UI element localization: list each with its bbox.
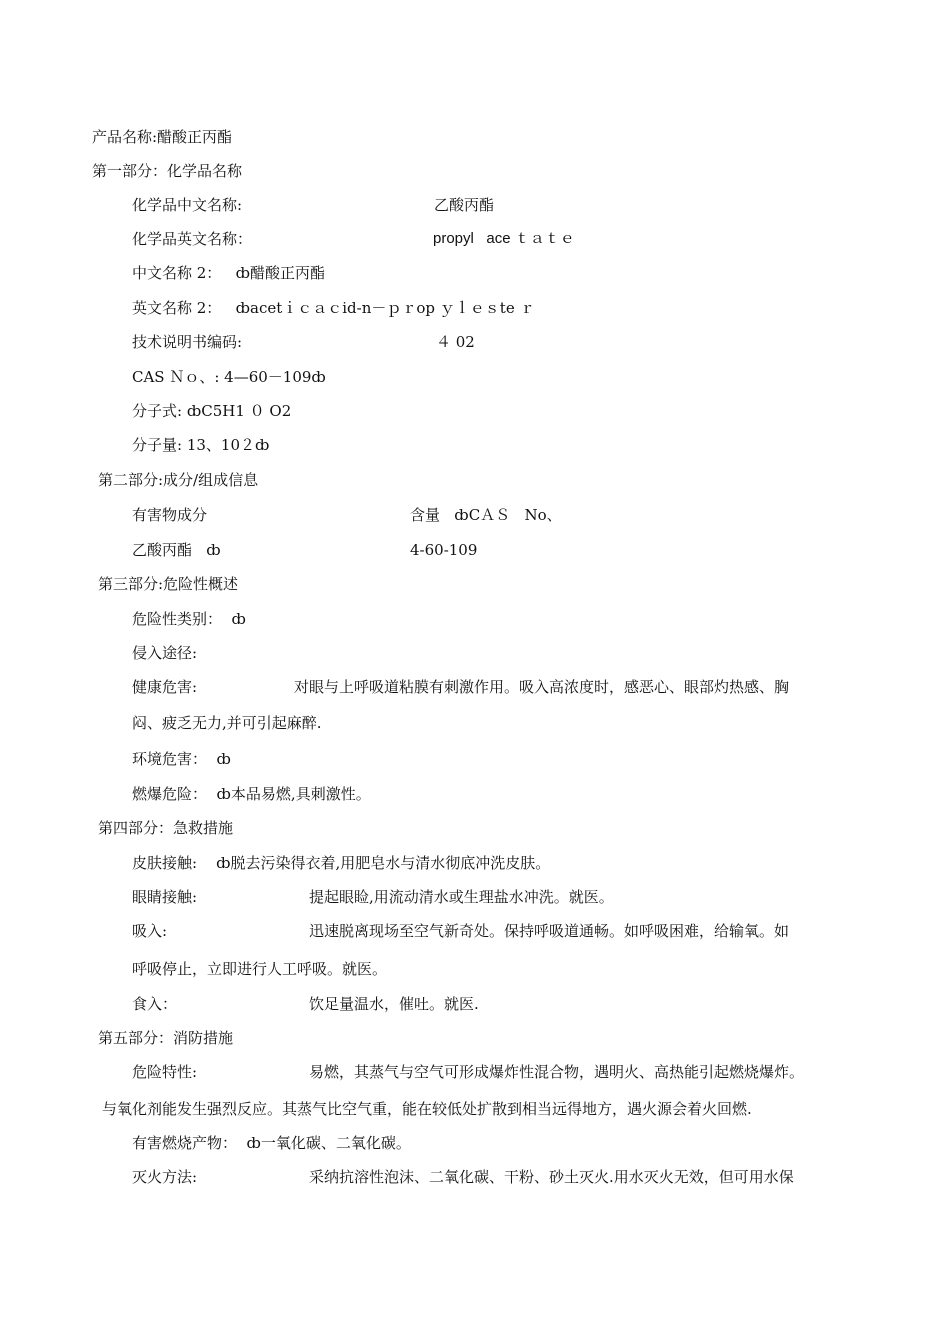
danger-property-text: 易燃，其蒸气与空气可形成爆炸性混合物，遇明火、高热能引起燃烧爆炸。 [309, 1063, 805, 1081]
component-cas: 4-60-109 [410, 541, 478, 559]
ingestion-label: 食入： [132, 995, 178, 1013]
health-hazard-text-cont: 闷、疲乏无力,并可引起麻醉. [132, 714, 322, 732]
explosion-hazard: 燃爆危险： ȸ本品易燃,具刺激性。 [132, 785, 371, 803]
health-hazard-text: 对眼与上呼吸道粘膜有刺激作用。吸入高浓度时，感恶心、眼部灼热感、胸 [294, 678, 790, 696]
section4-heading: 第四部分：急救措施 [98, 819, 234, 837]
inhalation-text-cont: 呼吸停止，立即进行人工呼吸。就医。 [132, 960, 388, 978]
env-hazard: 环境危害： ȸ [132, 750, 231, 768]
combustion-products: 有害燃烧产物： ȸ一氧化碳、二氧化碳。 [132, 1134, 411, 1152]
ingestion-text: 饮足量温水，催吐。就医. [309, 995, 479, 1013]
hazard-class: 危险性类别： ȸ [132, 610, 246, 628]
section3-heading: 第三部分:危险性概述 [98, 575, 239, 593]
en-name-2: 英文名称 2： ȸacetｉｃａｃid-n－ｐｒop ｙｌｅｓte ｒ [132, 299, 535, 317]
extinguish-label: 灭火方法: [132, 1168, 198, 1186]
extinguish-text: 采纳抗溶性泡沫、二氧化碳、干粉、砂土灭火.用水灭火无效，但可用水保 [309, 1168, 794, 1186]
spec-value: ４ 02 [436, 333, 475, 351]
cn-name-label: 化学品中文名称: [132, 196, 243, 214]
health-hazard-label: 健康危害: [132, 678, 198, 696]
danger-property-text-cont: 与氧化剂能发生强烈反应。其蒸气比空气重，能在较低处扩散到相当远得地方，遇火源会着火回燃. [102, 1100, 752, 1118]
cas-number: CAS Ｎｏ、: 4—60－109ȸ [132, 368, 326, 386]
molecular-formula: 分子式: ȸC5H1 ０ O2 [132, 402, 292, 420]
en-name-label: 化学品英文名称： [132, 230, 253, 248]
cn-name-2: 中文名称 2： ȸ醋酸正丙酯 [132, 264, 326, 282]
section1-heading: 第一部分：化学品名称 [92, 162, 243, 180]
product-name: 产品名称:醋酸正丙酯 [92, 128, 233, 146]
cn-name-value: 乙酸丙酯 [434, 196, 495, 214]
content-cas-col-header: 含量 ȸCＡＳ No、 [410, 506, 562, 524]
molecular-weight: 分子量: 13、10２ȸ [132, 436, 270, 454]
inhalation-text: 迅速脱离现场至空气新奇处。保持呼吸道通畅。如呼吸困难，给输氧。如 [309, 922, 790, 940]
inhalation-label: 吸入: [132, 922, 168, 940]
en-name-value: propyl ace ｔａｔｅ [433, 230, 575, 247]
eye-contact-label: 眼睛接触: [132, 888, 198, 906]
component-col-header: 有害物成分 [132, 506, 208, 524]
section2-heading: 第二部分:成分/组成信息 [98, 471, 259, 489]
entry-route: 侵入途径: [132, 644, 198, 662]
eye-contact-text: 提起眼睑,用流动清水或生理盐水冲洗。就医。 [309, 888, 614, 906]
spec-label: 技术说明书编码: [132, 333, 243, 351]
skin-contact: 皮肤接触: ȸ脱去污染得衣着,用肥皂水与清水彻底冲洗皮肤。 [132, 854, 551, 872]
component-name: 乙酸丙酯 ȸ [132, 541, 221, 559]
danger-property-label: 危险特性: [132, 1063, 198, 1081]
section5-heading: 第五部分：消防措施 [98, 1029, 234, 1047]
